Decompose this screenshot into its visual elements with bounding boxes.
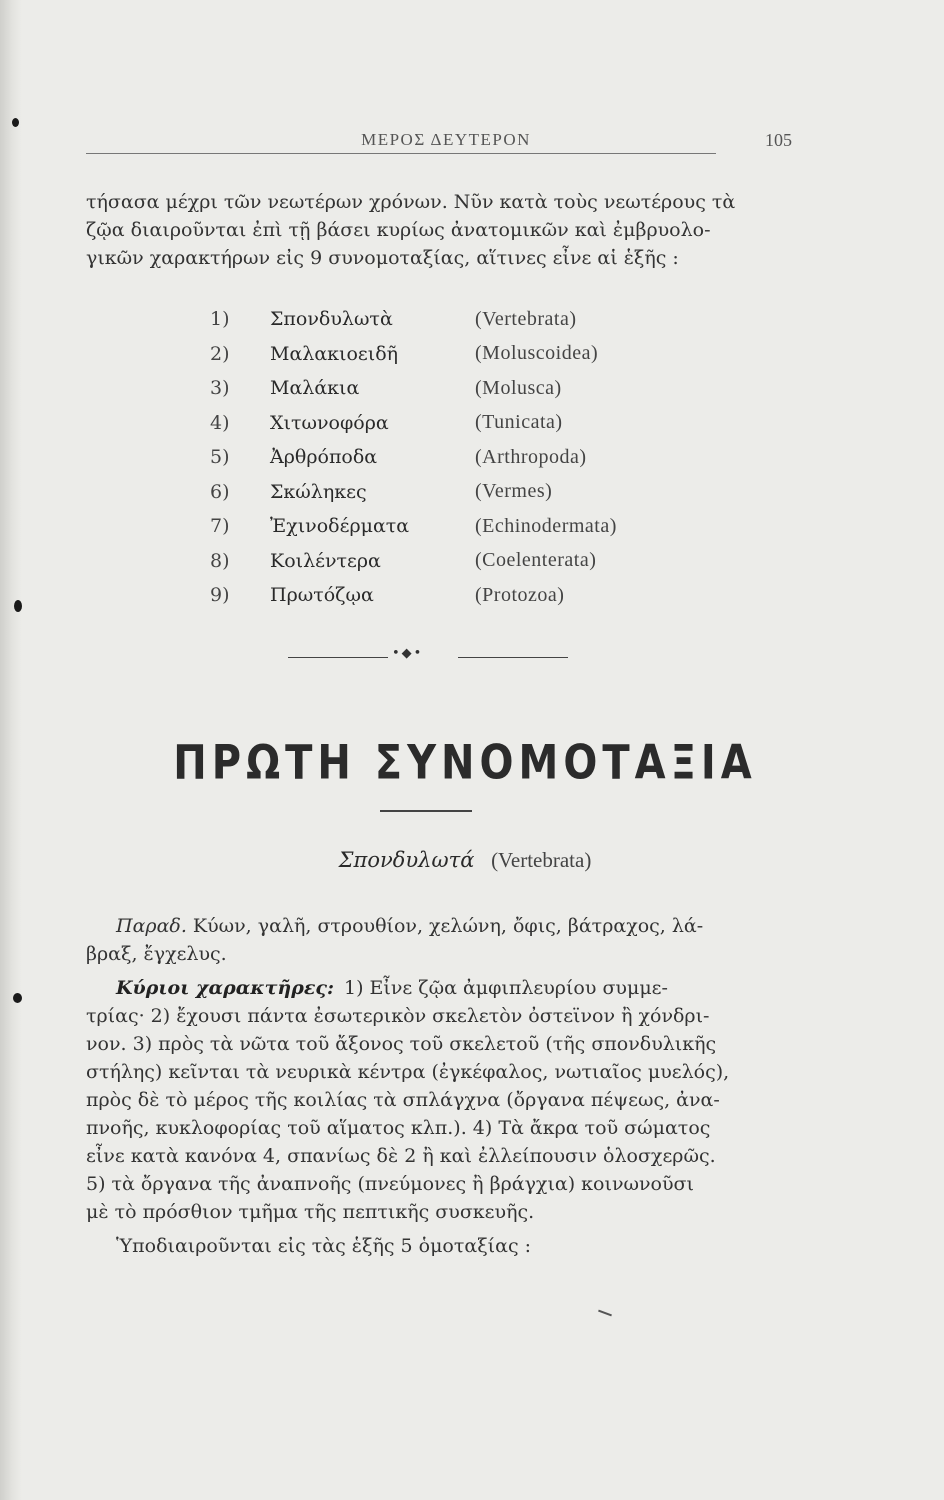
phylum-row: [210, 371, 710, 406]
characters-line: τρίας· 2) ἔχουσι πάντα ἐσωτερικὸν σκελετὸν ὀστεϊνον ἢ χόνδρι-: [86, 1005, 710, 1027]
phylum-latin-name: (Vermes): [475, 480, 553, 503]
phylum-row: [210, 544, 710, 579]
phylum-greek-name: Σπονδυλωτὰ: [270, 308, 393, 331]
ornamental-divider: [288, 646, 568, 664]
characters-paragraph: [86, 974, 792, 1226]
phylum-row: [210, 509, 710, 544]
section-subtitle: [140, 848, 790, 873]
examples-paragraph: [86, 912, 792, 968]
phylum-row: [210, 475, 710, 510]
characters-line: μὲ τὸ πρόσθιον τμῆμα τῆς πεπτικῆς συσκευῆς.: [86, 1201, 535, 1223]
phylum-latin-name: (Molusca): [475, 376, 562, 399]
intro-line: τήσασα μέχρι τῶν νεωτέρων χρόνων. Νῦν κατὰ τοὺς νεωτέρους τὰ: [86, 191, 736, 213]
examples-label: Παραδ.: [116, 915, 187, 937]
intro-line: γικῶν χαρακτήρων εἰς 9 συνομοταξίας, αἵτινες εἶνε αἱ ἑξῆς :: [86, 247, 679, 269]
phylum-greek-name: Χιτωνοφόρα: [270, 411, 389, 434]
body-text: [86, 912, 792, 1260]
phylum-latin-name: (Tunicata): [475, 411, 563, 434]
phylum-greek-name: Σκώληκες: [270, 480, 367, 503]
characters-line: εἶνε κατὰ κανόνα 4, σπανίως δὲ 2 ἢ καὶ ἐλλείπουσιν ὁλοσχερῶς.: [86, 1145, 716, 1167]
subtitle-latin: (Vertebrata): [491, 848, 592, 872]
phylum-number: 6): [210, 480, 230, 503]
characters-line: 5) τὰ ὄργανα τῆς ἀναπνοῆς (πνεύμονες ἢ βράγχια) κοινωνοῦσι: [86, 1173, 694, 1195]
phylum-greek-name: Μαλακιοειδῆ: [270, 342, 399, 365]
phylum-latin-name: (Echinodermata): [475, 514, 617, 537]
phylum-number: 2): [210, 342, 230, 365]
characters-line: πρὸς δὲ τὸ μέρος τῆς κοιλίας τὰ σπλάγχνα (ὄργανα πέψεως, ἀνα-: [86, 1089, 720, 1111]
running-head: ΜΕΡΟΣ ΔΕΥΤΕΡΟΝ: [361, 130, 531, 149]
phylum-latin-name: (Arthropoda): [475, 445, 587, 468]
phylum-number: 4): [210, 411, 230, 434]
phylum-number: 3): [210, 377, 230, 400]
examples-text: Κύων, γαλῆ, στρουθίον, χελώνη, ὄφις, βάτραχος, λά-: [192, 915, 704, 937]
phylum-greek-name: Ἐχινοδέρματα: [270, 515, 410, 538]
divider-left-bar: [288, 657, 388, 658]
characters-text: 1) Εἶνε ζῷα ἀμφιπλευρίου συμμε-: [344, 977, 668, 999]
characters-line: νον. 3) πρὸς τὰ νῶτα τοῦ ἄξονος τοῦ σκελετοῦ (τῆς σπονδυλικῆς: [86, 1033, 717, 1055]
header-rule: [86, 153, 716, 154]
phylum-row: [210, 406, 710, 441]
phylum-latin-name: (Moluscoidea): [475, 342, 599, 365]
page-header: [86, 120, 792, 156]
phylum-number: 1): [210, 308, 230, 331]
phylum-greek-name: Κοιλέντερα: [270, 549, 381, 572]
phylum-latin-name: (Protozoa): [475, 583, 565, 606]
closing-line: Ὑποδιαιροῦνται εἰς τὰς ἑξῆς 5 ὁμοταξίας :: [116, 1235, 532, 1257]
phylum-greek-name: Πρωτόζῳα: [270, 584, 374, 607]
phylum-latin-name: (Vertebrata): [475, 307, 577, 330]
page-binding-edge: [0, 0, 22, 1500]
phyla-list: [210, 302, 710, 613]
phylum-greek-name: Ἀρθρόποδα: [270, 446, 378, 469]
phylum-number: 8): [210, 549, 230, 572]
phylum-number: 9): [210, 584, 230, 607]
phylum-number: 7): [210, 515, 230, 538]
intro-paragraph: [86, 188, 792, 272]
stray-mark: [598, 1310, 612, 1317]
section-title: ΠΡΩΤΗ ΣΥΝΟΜΟΤΑΞΙΑ: [173, 736, 757, 791]
phylum-latin-name: (Coelenterata): [475, 549, 597, 572]
characters-line: πνοῆς, κυκλοφορίας τοῦ αἵματος κλπ.). 4) Τὰ ἄκρα τοῦ σώματος: [86, 1117, 711, 1139]
examples-line: [86, 912, 792, 940]
characters-line: στήλης) κεῖνται τὰ νευρικὰ κέντρα (ἐγκέφαλος, νωτιαῖος μυελός),: [86, 1061, 730, 1083]
divider-right-bar: [458, 657, 568, 658]
characters-label: Κύριοι χαρακτῆρες:: [116, 977, 334, 999]
phylum-row: [210, 302, 710, 337]
ink-speck: [12, 118, 19, 127]
phylum-row: [210, 578, 710, 613]
intro-line: ζῷα διαιροῦνται ἐπὶ τῇ βάσει κυρίως ἀνατομικῶν καὶ ἐμβρυολο-: [86, 219, 711, 241]
title-rule: [380, 810, 472, 812]
phylum-row: [210, 337, 710, 372]
page-number: 105: [765, 130, 792, 150]
examples-line: βραξ, ἔγχελυς.: [86, 943, 227, 965]
phylum-row: [210, 440, 710, 475]
characters-line: [86, 974, 792, 1002]
ink-speck: [13, 993, 22, 1003]
closing-paragraph: [86, 1232, 792, 1260]
phylum-number: 5): [210, 446, 230, 469]
subtitle-greek: Σπονδυλωτά: [338, 848, 475, 872]
phylum-greek-name: Μαλάκια: [270, 377, 360, 400]
divider-ornament: •◆•: [392, 646, 424, 661]
ink-speck: [14, 600, 22, 612]
